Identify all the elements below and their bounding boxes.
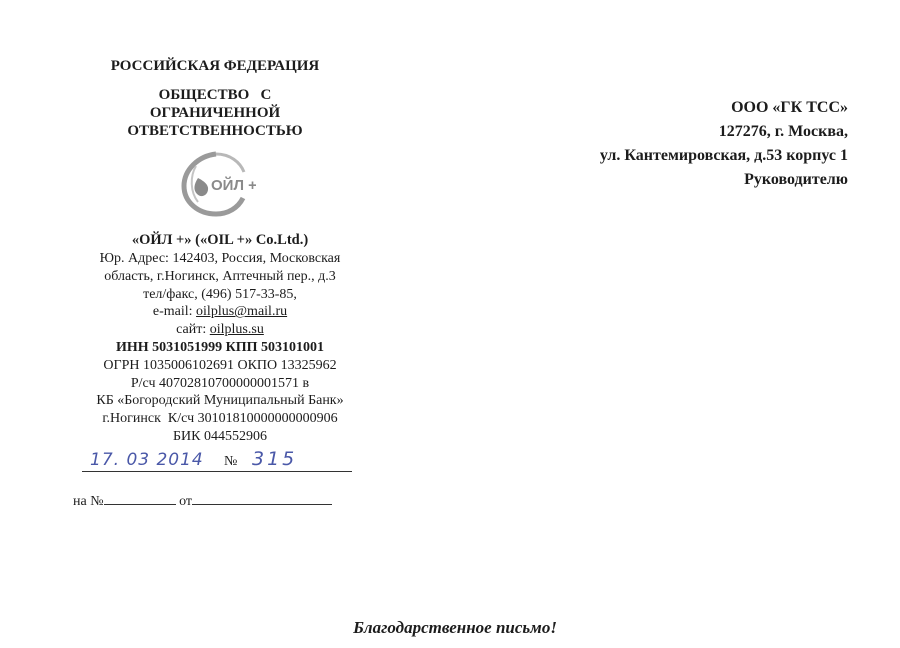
company-details [70,250,370,446]
oil-drop-logo-icon [176,148,256,220]
handwritten-date: 17. 03 2014 [90,450,204,470]
handwritten-number: 315 [252,448,298,470]
number-sign: № [224,454,239,469]
org-type-line-1: ОБЩЕСТВО С [158,87,272,103]
email-link[interactable]: oilplus@mail.ru [196,304,288,320]
site-line [70,321,370,339]
reply-from-label: от [179,494,193,509]
bik-line: БИК 044552906 [173,428,267,444]
reply-date-blank [192,492,332,505]
registration-field [82,450,352,474]
recipient-name: ООО «ГК ТСС» [731,99,848,116]
address-line-2: область, г.Ногинск, Аптечный пер., д.3 [104,268,336,284]
email-line [70,303,370,321]
company-logo [176,148,256,220]
letter-heading: Благодарственное письмо! [353,618,557,637]
phone-line: тел/факс, (496) 517-33-85, [143,286,297,302]
reply-reference [73,492,332,510]
reply-number-label: на № [73,494,104,509]
company-name: «ОЙЛ +» («OIL +» Co.Ltd.) [131,232,309,248]
inn-kpp-line: ИНН 5031051999 КПП 503101001 [115,339,325,355]
reply-number-blank [104,492,176,505]
org-type-line-2: ОГРАНИЧЕННОЙ [149,105,281,121]
registration-underline [82,471,352,472]
address-line-1: Юр. Адрес: 142403, Россия, Московская [99,251,341,266]
logo-text: ОЙЛ + [211,177,256,194]
recipient-city: 127276, г. Москва, [718,123,848,140]
recipient-street: ул. Кантемировская, д.53 корпус 1 [599,147,848,164]
org-type-line-3: ОТВЕТСТВЕННОСТЬЮ [127,123,303,139]
organization-type [105,86,325,140]
bank-line: КБ «Богородский Муниципальный Банк» [96,393,344,409]
site-link[interactable]: oilplus.su [209,322,264,338]
country-heading: РОССИЙСКАЯ ФЕДЕРАЦИЯ [110,58,320,74]
account-line: Р/сч 40702810700000001571 в [130,375,310,391]
email-label: e-mail: [152,304,197,320]
ogrn-okpo-line: ОГРН 1035006102691 ОКПО 13325962 [103,357,337,373]
site-label: сайт: [176,322,210,338]
corr-account-line: г.Ногинск К/сч 30101810000000000906 [102,411,338,427]
recipient-attention: Руководителю [744,171,848,188]
recipient-address [488,96,848,192]
